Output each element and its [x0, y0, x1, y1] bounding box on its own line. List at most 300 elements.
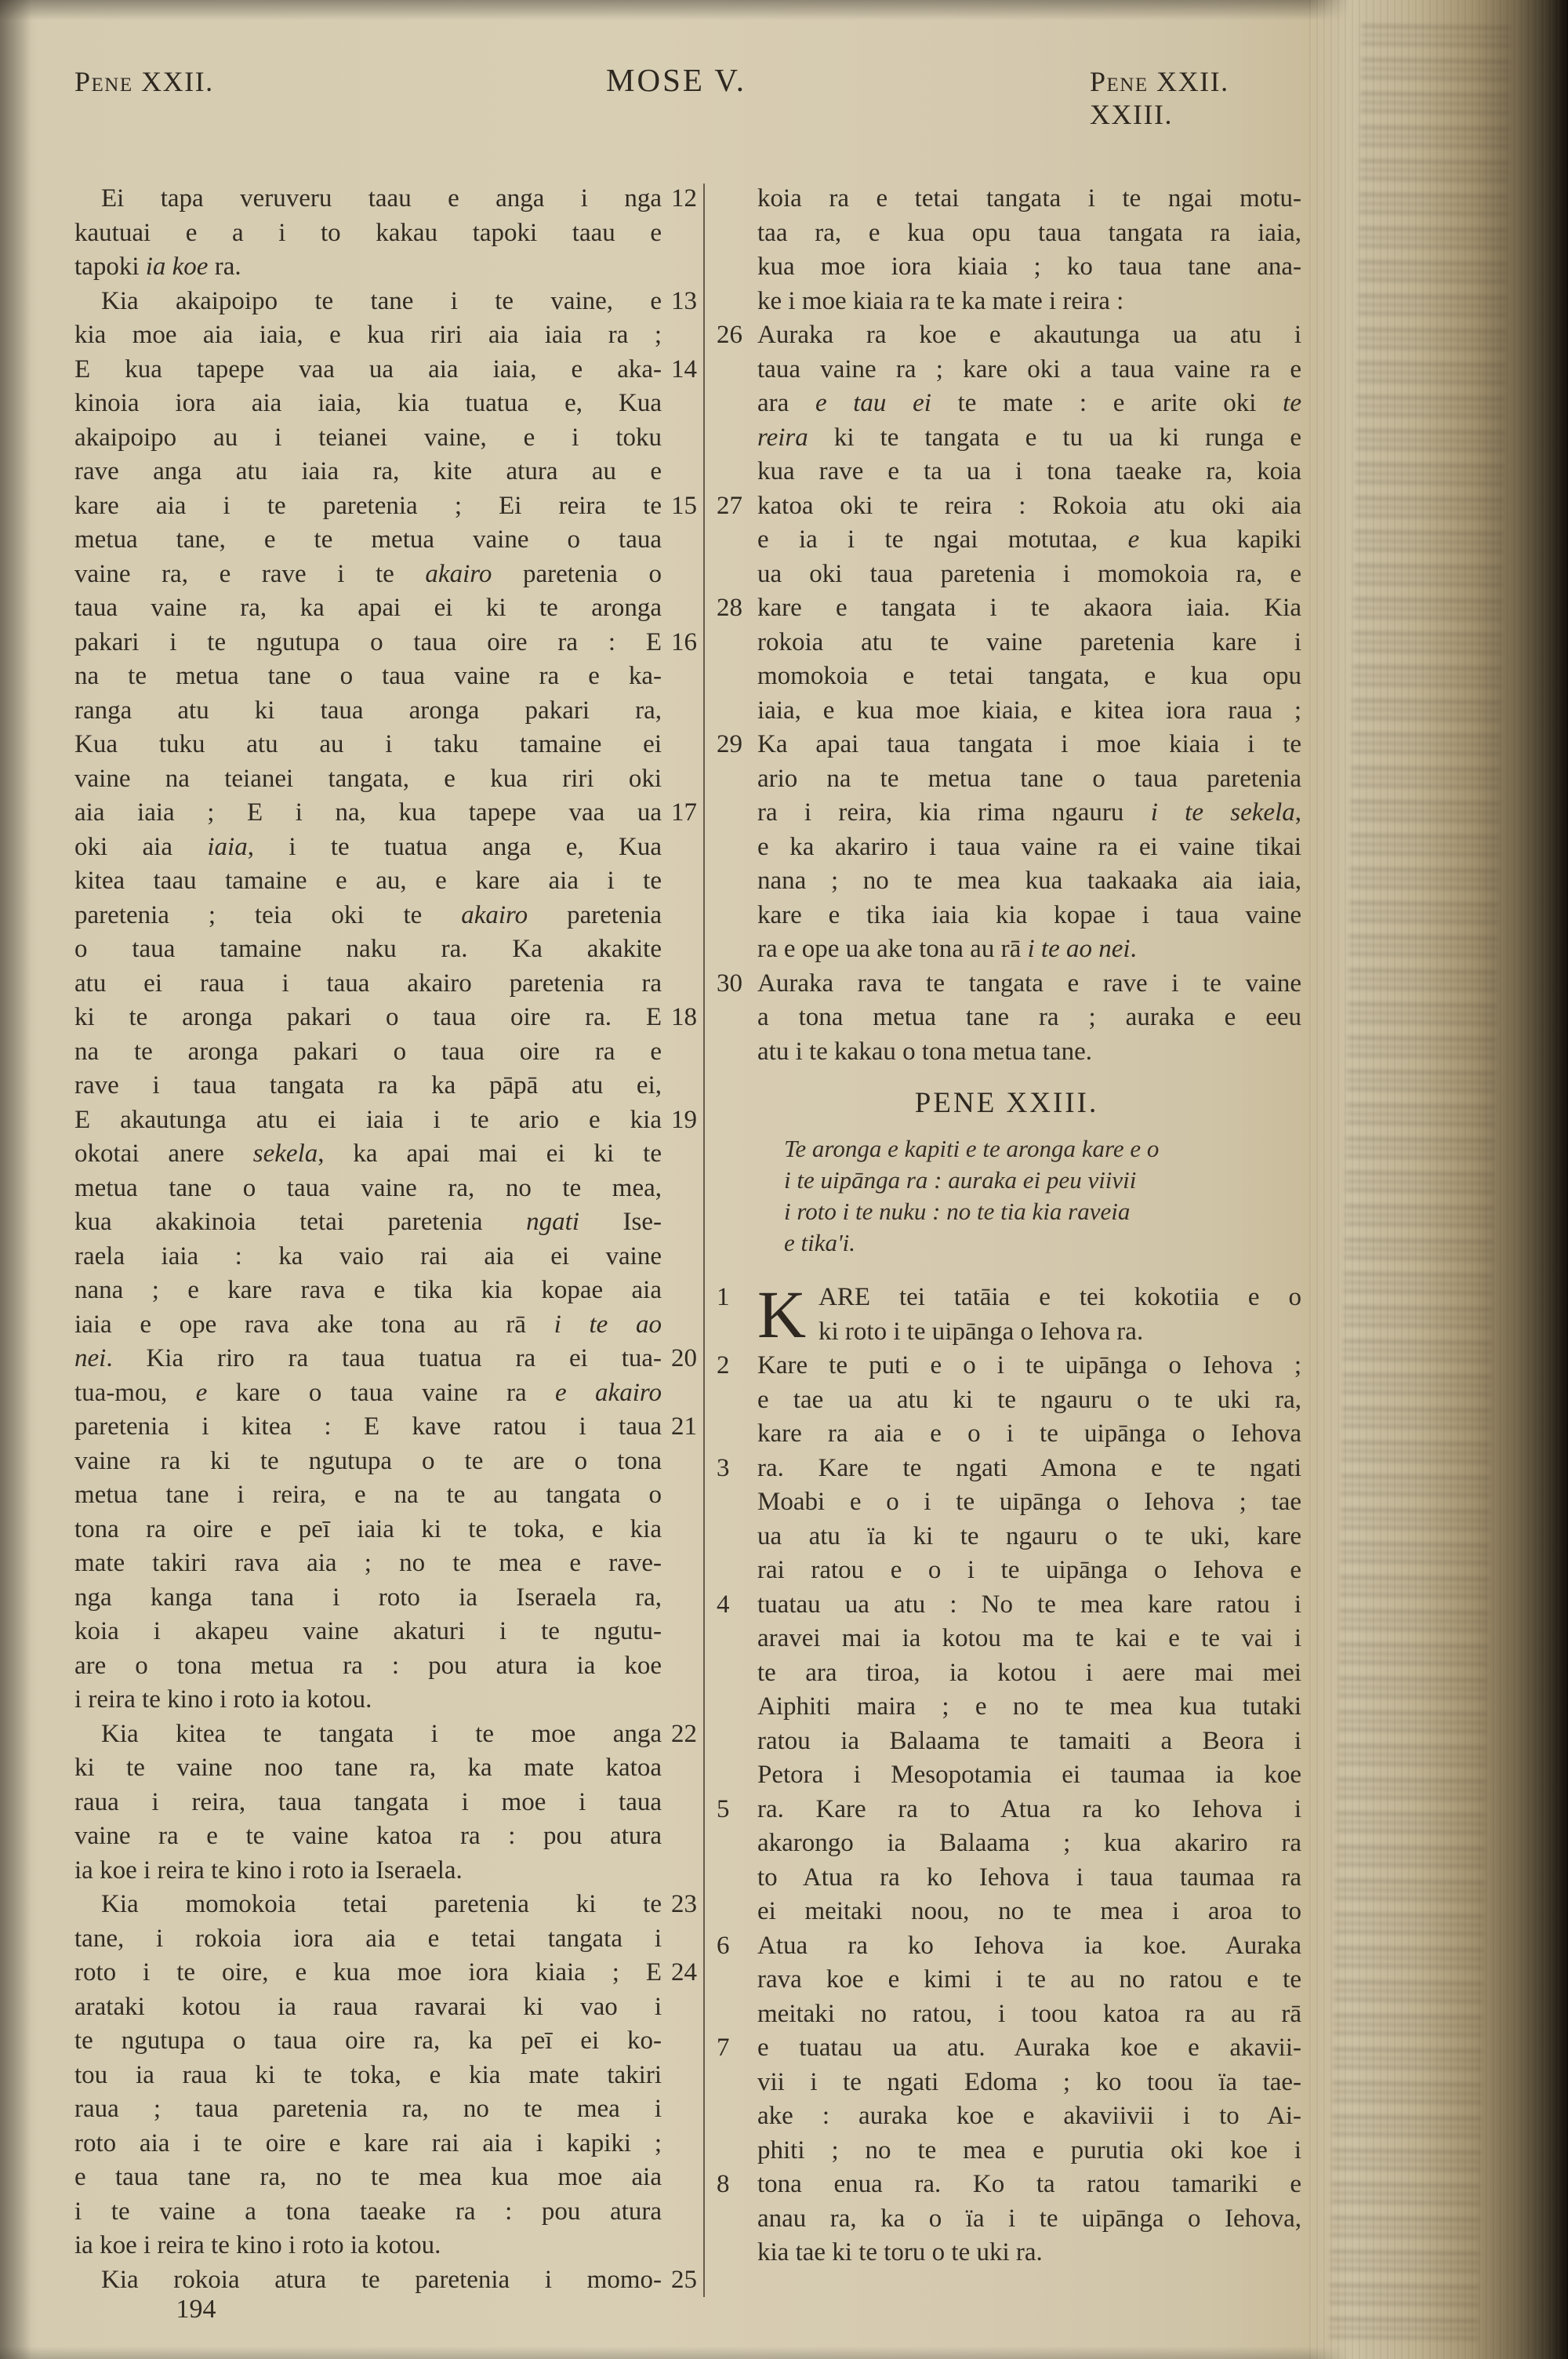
verse-text: okotai anere sekela, ka apai mai ei ki te [74, 1140, 662, 1168]
verse-text: kia tae ki te toru o te uki ra. [757, 2238, 1043, 2266]
verse-text: Kua tuku atu au i taku tamaine ei [74, 730, 662, 758]
verse-text: ake : auraka koe e akaviivii i to Ai- [757, 2102, 1301, 2130]
verse-text: e ia i te ngai motutaa, e kua kapiki [757, 525, 1301, 554]
text-line [74, 421, 698, 456]
verse-number [712, 1554, 757, 1588]
verse-number [662, 967, 698, 1001]
verse-number [662, 1649, 698, 1684]
text-line [74, 1069, 698, 1103]
verse-text: nana ; no te mea kua taakaaka aia iaia, [757, 867, 1301, 895]
chapter-summary-line: i te uipānga ra : auraka ei peu viivii [784, 1166, 1137, 1194]
verse-text: taa ra, e kua opu taua tangata ra iaia, [757, 218, 1301, 247]
verse-number [662, 1513, 698, 1547]
verse-number [662, 1615, 698, 1649]
verse-number [712, 1895, 757, 1929]
verse-text: na te metua tane o taua vaine ra e ka- [74, 662, 662, 690]
text-line [712, 2202, 1301, 2237]
verse-number: 16 [671, 627, 697, 656]
text-line [74, 558, 698, 592]
verse-text: e ka akariro i taua vaine ra ei vaine tikai [757, 832, 1301, 861]
verse-text: koia i akapeu vaine akaturi i te ngutu- [74, 1617, 662, 1645]
running-head-right: Pene XXII. XXIII. [1090, 66, 1229, 130]
verse-text: taua vaine ra ; kare oki a taua vaine ra e [757, 354, 1301, 383]
text-line [712, 864, 1301, 899]
text-line [74, 1786, 698, 1820]
verse-text: kare e tangata i te akaora iaia. Kia [757, 594, 1301, 622]
verse-text: kinoia iora aia iaia, kia tuatua e, Kua [74, 389, 662, 417]
text-line [74, 967, 698, 1001]
verse-number [712, 387, 757, 421]
verse-number [712, 1001, 757, 1035]
verse-text: Ka apai taua tangata i moe kiaia i te [757, 730, 1301, 758]
verse-text: metua tane i reira, e na te au tangata o [74, 1481, 662, 1509]
verse-number [662, 2229, 698, 2263]
verse-text: raua i reira, taua tangata i moe i taua [74, 1787, 662, 1816]
text-line [712, 1690, 1301, 1725]
verse-text: e taua tane ra, no te mea kua moe aia [74, 2163, 662, 2191]
verse-text: aravei mai ia kotou ma te kai e te vai i [757, 1624, 1301, 1652]
verse-number: 4 [717, 1590, 730, 1619]
verse-number [712, 1725, 757, 1759]
verse-number [662, 1137, 698, 1172]
verse-number [662, 694, 698, 729]
verse-text: roto aia i te oire e kare rai aia i kapiki ; [74, 2128, 662, 2157]
text-line [74, 1888, 698, 1922]
verse-number [712, 285, 757, 319]
verse-number: 24 [671, 1958, 697, 1986]
verse-number [662, 1308, 698, 1343]
verse-text: ki te aronga pakari o taua oire ra. E [74, 1003, 662, 1031]
text-line [712, 1035, 1301, 1070]
text-line [74, 2263, 698, 2298]
text-line [712, 1452, 1301, 1486]
page-leaves-texture [1309, 0, 1568, 2359]
text-line [712, 1861, 1301, 1896]
text-line [712, 387, 1301, 421]
verse-number: 13 [671, 286, 697, 315]
text-line [74, 831, 698, 865]
text-line [74, 1581, 698, 1616]
text-line [74, 1922, 698, 1957]
text-line [712, 318, 1301, 353]
verse-number [662, 591, 698, 626]
verse-number [712, 1417, 757, 1452]
verse-text: vii i te ngati Edoma ; ko toou ïa tae- [757, 2067, 1301, 2096]
verse-number [662, 1240, 698, 1274]
verse-number [662, 660, 698, 694]
text-line [712, 1485, 1301, 1520]
verse-number: 27 [717, 491, 742, 520]
text-line [712, 831, 1301, 865]
text-line [74, 1819, 698, 1854]
verse-text: Auraka ra koe e akautunga ua atu i [757, 321, 1301, 349]
verse-text: vaine ra, e rave i te akairo paretenia o [74, 559, 662, 588]
verse-text: akarongo ia Balaama ; kua akariro ra [757, 1829, 1301, 1857]
verse-text: a tona metua tane ra ; auraka e eeu [757, 1003, 1301, 1031]
text-line [74, 1445, 698, 1479]
text-line [74, 353, 698, 387]
verse-text: Kare te puti e o i te uipānga o Iehova ; [757, 1351, 1301, 1379]
verse-text: o taua tamaine naku ra. Ka akakite [74, 935, 662, 963]
text-line [74, 1615, 698, 1649]
text-line [74, 796, 698, 831]
text-line [74, 591, 698, 626]
verse-number: 2 [717, 1351, 730, 1379]
text-line [74, 2092, 698, 2127]
verse-text: ra. Kare te ngati Amona e te ngati [757, 1453, 1301, 1482]
verse-number [712, 1035, 757, 1070]
verse-text: ua oki taua paretenia i momokoia ra, e [757, 559, 1301, 588]
column-right [712, 182, 1301, 2297]
verse-text: vaine ra e te vaine katoa ra : pou atura [74, 1822, 662, 1850]
text-line [712, 1963, 1301, 1997]
text-line [712, 1622, 1301, 1656]
verse-number [712, 1690, 757, 1725]
verse-text: raela iaia : ka vaio rai aia ei vaine [74, 1241, 662, 1270]
verse-number [712, 558, 757, 592]
verse-number: 8 [717, 2170, 730, 2198]
verse-text: to Atua ra ko Iehova i taua taumaa ra [757, 1863, 1301, 1892]
verse-text: kautuai e a i to kakau tapoki taau e [74, 218, 662, 247]
text-line [712, 1929, 1301, 1964]
text-line [74, 387, 698, 421]
text-line [74, 455, 698, 489]
verse-number: 30 [717, 969, 742, 998]
text-line [712, 2066, 1301, 2100]
verse-number [712, 1997, 757, 2032]
verse-text: taua vaine ra, ka apai ei ki te aronga [74, 594, 662, 622]
text-line [74, 694, 698, 729]
text-line [74, 250, 698, 285]
verse-text: tua-mou, e kare o taua vaine ra e akairo [74, 1378, 662, 1407]
text-line [712, 1725, 1301, 1759]
text-line [74, 626, 698, 660]
text-line [74, 1956, 698, 1990]
text-line [712, 2168, 1301, 2202]
verse-text: kitea taau tamaine e au, e kare aia i te [74, 867, 662, 895]
running-head-title: MOSE V. [606, 62, 746, 98]
running-head-left: Pene XXII. [74, 66, 214, 97]
text-line [712, 421, 1301, 456]
verse-text: Atua ra ko Iehova ia koe. Auraka [757, 1931, 1301, 1960]
verse-number: 3 [717, 1453, 730, 1482]
text-line [74, 1990, 698, 2025]
text-line [74, 182, 698, 216]
verse-text: are o tona metua ra : pou atura ia koe [74, 1651, 662, 1680]
text-line [712, 1656, 1301, 1691]
verse-text: te ara tiroa, ia kotou i aere mai mei [757, 1658, 1301, 1687]
verse-text: E kua tapepe vaa ua aia iaia, e aka- [74, 354, 662, 383]
verse-text: kare e tika iaia kia kopae i taua vaine [757, 900, 1301, 929]
verse-number [712, 2202, 757, 2237]
verse-text: nana ; e kare rava e tika kia kopae aia [74, 1276, 662, 1304]
verse-text: te ngutupa o taua oire ra, ka peī ei ko- [74, 2026, 662, 2055]
text-line [74, 864, 698, 899]
verse-number [712, 1622, 757, 1656]
verse-text: vaine na teianei tangata, e kua riri oki [74, 764, 662, 793]
verse-number [662, 831, 698, 865]
verse-text: Kia akaipoipo te tane i te vaine, e [101, 286, 662, 315]
text-line [712, 2134, 1301, 2168]
verse-number [712, 626, 757, 660]
text-line [712, 626, 1301, 660]
drop-cap: K [757, 1277, 807, 1352]
book-fore-edge [1309, 0, 1568, 2359]
text-line [74, 1751, 698, 1786]
verse-text: tona ra oire e peī iaia ki te toka, e kia [74, 1514, 662, 1543]
verse-text: rokoia atu te vaine paretenia kare i [757, 627, 1301, 656]
verse-number [662, 455, 698, 489]
verse-number: 22 [671, 1719, 697, 1748]
verse-text: i te vaine a tona taeake ra : pou atura [74, 2197, 662, 2226]
chapter-summary-line: e tika'i. [784, 1229, 855, 1256]
verse-text: momokoia e tetai tangata, e kua opu [757, 662, 1301, 690]
text-line [74, 318, 698, 353]
text-line [712, 1554, 1301, 1588]
verse-text: kua moe iora kiaia ; ko taua tane ana- [757, 253, 1301, 281]
verse-number [712, 932, 757, 967]
verse-text: Kia rokoia atura te paretenia i momo- [101, 2265, 662, 2294]
text-line [712, 1001, 1301, 1035]
verse-number [712, 1315, 757, 1350]
verse-text: ke i moe kiaia ra te ka mate i reira : [757, 286, 1124, 315]
text-line [712, 353, 1301, 387]
text-line [74, 2127, 698, 2161]
verse-number [662, 1751, 698, 1786]
verse-number [662, 1172, 698, 1206]
page-edge-shadow-left [0, 0, 31, 2359]
verse-text: arataki kotou ia raua ravarai ki vao i [74, 1992, 662, 2021]
chapter-summary-line: Te aronga e kapiti e te aronga kare e o [784, 1135, 1160, 1162]
verse-number [662, 762, 698, 797]
verse-number [712, 1826, 757, 1861]
text-line [712, 1758, 1301, 1793]
running-head [74, 61, 1309, 131]
text-block [74, 182, 1309, 2297]
text-line [74, 489, 698, 524]
verse-text: ra i reira, kia rima ngauru i te sekela, [757, 798, 1301, 827]
verse-number [662, 558, 698, 592]
verse-text: akaipoipo au i teianei vaine, e i toku [74, 423, 662, 452]
text-line [712, 796, 1301, 831]
verse-text: raua ; taua paretenia ra, no te mea i [74, 2095, 662, 2123]
chapter-summary-line: i roto i te nuku : no te tia kia raveia [784, 1198, 1131, 1225]
verse-number [712, 2066, 757, 2100]
verse-text: ARE tei tatāia e tei kokotiia e o [818, 1283, 1301, 1311]
verse-number: 1 [717, 1283, 730, 1311]
verse-number [712, 899, 757, 933]
verse-number [712, 1758, 757, 1793]
text-line [712, 1349, 1301, 1383]
verse-number [662, 1069, 698, 1103]
verse-text: ia koe i reira te kino i roto ia Iseraela. [74, 1856, 463, 1885]
text-line [712, 932, 1301, 967]
verse-number [712, 523, 757, 558]
text-line [712, 285, 1301, 319]
text-line [74, 216, 698, 251]
verse-number: 21 [671, 1412, 697, 1441]
text-line [712, 1588, 1301, 1623]
verse-number [662, 1035, 698, 1070]
verse-number [662, 1990, 698, 2025]
verse-number [662, 1274, 698, 1308]
text-line [712, 1417, 1301, 1452]
verse-text: Moabi e o i te uipānga o Iehova ; tae [757, 1488, 1301, 1516]
text-line [74, 1547, 698, 1581]
verse-number [712, 2099, 757, 2134]
text-line [74, 523, 698, 558]
verse-number [662, 1445, 698, 1479]
verse-text: mate takiri rava aia ; no te mea e rave- [74, 1549, 662, 1577]
verse-number [712, 1861, 757, 1896]
verse-text: kua akakinoia tetai paretenia ngati Ise- [74, 1208, 662, 1236]
verse-text: aia iaia ; E i na, kua tapepe vaa ua [74, 798, 662, 827]
verse-number [712, 1656, 757, 1691]
text-line [74, 1172, 698, 1206]
verse-number [662, 1819, 698, 1854]
verse-number [662, 2127, 698, 2161]
text-line [74, 1001, 698, 1035]
text-line [74, 1308, 698, 1343]
text-line [74, 2161, 698, 2195]
verse-text: metua tane, e te metua vaine o taua [74, 525, 662, 554]
text-line [74, 1240, 698, 1274]
verse-text: nga kanga tana i roto ia Iseraela ra, [74, 1583, 662, 1612]
verse-text: phiti ; no te mea e purutia oki koe i [757, 2135, 1301, 2165]
text-line [712, 1793, 1301, 1827]
verse-number [662, 2195, 698, 2230]
verse-text: kia moe aia iaia, e kua riri aia iaia ra ; [74, 321, 662, 349]
verse-number: 25 [671, 2265, 697, 2294]
verse-number [712, 2134, 757, 2168]
text-line [712, 1826, 1301, 1861]
verse-text: katoa oki te reira : Rokoia atu oki aia [757, 491, 1301, 520]
verse-text: rave anga atu iaia ra, kite atura au e [74, 457, 662, 485]
verse-text: ara e tau ei te mate : e arite oki te [757, 389, 1301, 417]
verse-text: e tuatau ua atu. Auraka koe e akavii- [757, 2034, 1301, 2062]
verse-number [662, 932, 698, 967]
verse-number [662, 728, 698, 762]
text-line [712, 762, 1301, 797]
verse-text: Petora i Mesopotamia ei taumaa ia koe [757, 1761, 1301, 1789]
text-line [712, 558, 1301, 592]
verse-number: 28 [717, 594, 742, 622]
verse-text: Auraka rava te tangata e rave i te vaine [757, 969, 1301, 998]
text-line [74, 1137, 698, 1172]
verse-text: ario na te metua tane o taua paretenia [757, 764, 1301, 793]
verse-number [662, 1854, 698, 1888]
verse-number [712, 1963, 757, 1997]
verse-number [712, 796, 757, 831]
verse-number: 7 [717, 2034, 730, 2062]
verse-number [662, 318, 698, 353]
verse-text: tapoki ia koe ra. [74, 253, 241, 281]
verse-number [712, 660, 757, 694]
verse-number: 6 [717, 1931, 730, 1960]
text-line [74, 1478, 698, 1513]
verse-text: pakari i te ngutupa o taua oire ra : E [74, 627, 662, 656]
text-line [712, 899, 1301, 933]
verse-number [712, 216, 757, 251]
text-line [712, 591, 1301, 626]
verse-text: roto i te oire, e kua moe iora kiaia ; E [74, 1958, 662, 1986]
verse-number [662, 1786, 698, 1820]
text-line [74, 2059, 698, 2093]
verse-text: kare ra aia e o i te uipānga o Iehova [757, 1419, 1301, 1448]
text-line [74, 1513, 698, 1547]
verse-text: e tae ua atu ki te ngauru o te uki ra, [757, 1385, 1301, 1414]
text-line [74, 1103, 698, 1138]
text-line [712, 1997, 1301, 2032]
verse-text: na te aronga pakari o taua oire ra e [74, 1037, 662, 1066]
text-line [712, 216, 1301, 251]
verse-number [662, 864, 698, 899]
verse-number: 20 [671, 1344, 697, 1372]
verse-text: rave i taua tangata ra ka pāpā atu ei, [74, 1071, 662, 1100]
text-line [712, 455, 1301, 489]
text-line [712, 1895, 1301, 1929]
verse-text: Kia kitea te tangata i te moe anga [101, 1719, 662, 1748]
text-line [74, 1683, 698, 1717]
verse-number [662, 1547, 698, 1581]
text-line [74, 2229, 698, 2263]
verse-text: ki te vaine noo tane ra, ka mate katoa [74, 1754, 662, 1782]
verse-text: ratou ia Balaama te tamaiti a Beora i [757, 1726, 1301, 1755]
text-line [712, 1383, 1301, 1418]
verse-text: atu ei raua i taua akairo paretenia ra [74, 969, 662, 998]
text-line [74, 1410, 698, 1445]
verse-text: tane, i rokoia iora aia e tetai tangata i [74, 1924, 662, 1953]
verse-text: iaia, e kua moe kiaia, e kitea iora raua ; [757, 696, 1301, 725]
verse-text: ranga atu ki taua aronga pakari ra, [74, 696, 662, 725]
verse-text: reira ki te tangata e tu ua ki runga e [757, 423, 1301, 452]
verse-text: oki aia iaia, i te tuatua anga e, Kua [74, 832, 662, 861]
verse-text: meitaki no ratou, i toou katoa ra au rā [757, 1999, 1301, 2028]
text-line [74, 932, 698, 967]
text-line [712, 523, 1301, 558]
verse-number [662, 1922, 698, 1957]
text-line [74, 660, 698, 694]
verse-number [662, 216, 698, 251]
verse-number [662, 387, 698, 421]
text-line [74, 1205, 698, 1240]
verse-text: vaine ra ki te ngutupa o te are o tona [74, 1446, 662, 1475]
verse-number [662, 523, 698, 558]
text-line [74, 2024, 698, 2059]
verse-number: 18 [671, 1003, 697, 1031]
verse-number [662, 421, 698, 456]
text-line [712, 660, 1301, 694]
verse-number [712, 421, 757, 456]
verse-text: ua atu ïa ki te ngauru o te uki, kare [757, 1521, 1301, 1550]
verse-text: ki roto i te uipānga o Iehova ra. [818, 1317, 1144, 1346]
text-line [74, 1649, 698, 1684]
verse-text: paretenia i kitea : E kave ratou i taua [74, 1412, 662, 1441]
verse-number [712, 455, 757, 489]
verse-number [712, 762, 757, 797]
verse-number: 14 [671, 354, 697, 383]
verse-text: tona enua ra. Ko ta ratou tamariki e [757, 2170, 1301, 2198]
verse-text: rai ratou e o i te uipānga o Iehova e [757, 1556, 1301, 1584]
verse-number [662, 1683, 698, 1717]
verse-number [662, 2024, 698, 2059]
verse-number [712, 831, 757, 865]
verse-number [662, 2161, 698, 2195]
verse-number [712, 250, 757, 285]
verse-text: paretenia ; teia oki te akairo paretenia [74, 900, 662, 929]
verse-number [712, 1383, 757, 1418]
verse-text: atu i te kakau o tona metua tane. [757, 1037, 1093, 1066]
